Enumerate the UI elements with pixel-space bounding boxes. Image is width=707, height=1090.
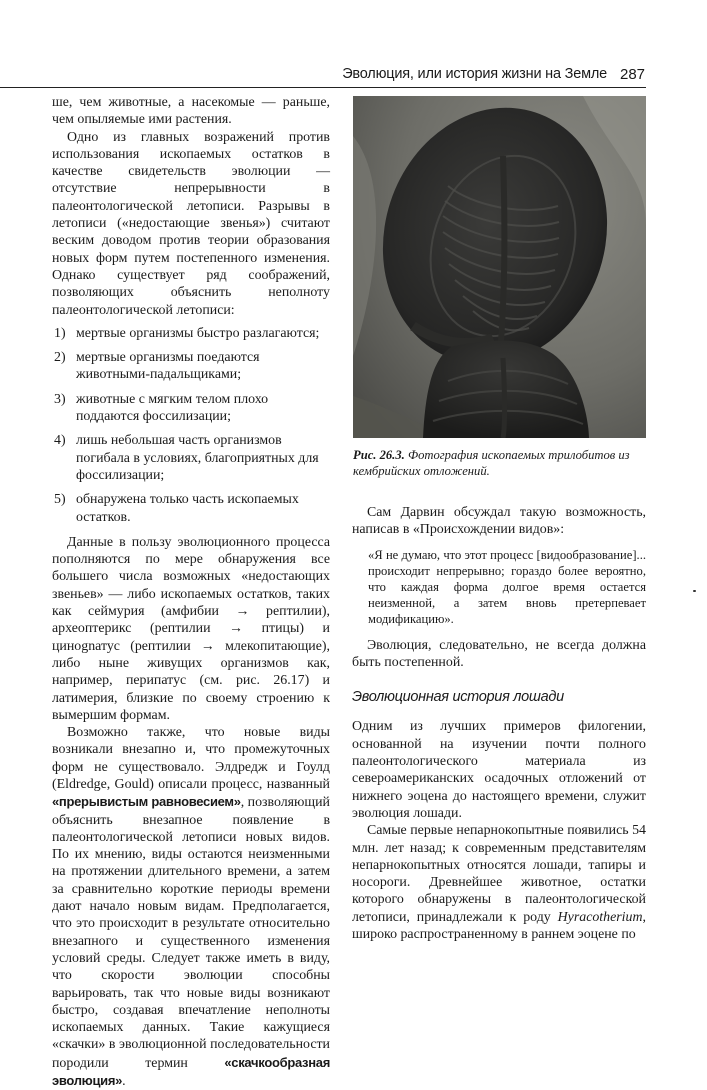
paragraph-horse-phylogeny: Одним из лучших примеров филогении, основанной на изучении почти полного палеонтологического материала из североамериканских осадочных отложений от нижнего эоцена до настоящего времени, служит эволюция лошади. (352, 719, 646, 821)
reasons-list (52, 325, 330, 526)
page-number: 287 (620, 66, 646, 83)
term-saltatory-evolution: «скачкообразная эволюция» (52, 1054, 330, 1089)
trilobite-fossil-photo (353, 96, 646, 438)
figure-caption-text: Фотография ископаемых трилобитов из кембрийских отложений. (353, 448, 630, 478)
right-column (352, 504, 646, 943)
figure-caption (353, 448, 646, 479)
section-heading-horse: Эволюционная история лошади (352, 689, 564, 706)
left-column (52, 94, 330, 1090)
paragraph-objections: Одно из главных возражений против использования ископаемых остатков в качестве свидетельств эволюции — отсутствие непрерывности в палеонтологической летописи. Разрывы в летописи («недостающие звенья») считают веским доводом против теории образования новых форм путем постепенного изменения. Однако существует ряд соображений, позволяющих объяснить неполноту палеонтологической летописи: (52, 129, 330, 318)
term-punctuated-equilibrium: «прерывистым равновесием» (52, 794, 241, 810)
darwin-quote: «Я не думаю, что этот процесс [видообразование]... происходит непрерывно; гораздо более вероятно, что каждая форма долгое время остается неизменной, а затем вновь претерпевает модификацию». (368, 547, 646, 626)
list-item: 2) мертвые организмы поедаются животными-падальщиками; (54, 350, 260, 383)
running-title: Эволюция, или история жизни на Земле (342, 66, 607, 82)
paragraph-missing-links: Данные в пользу эволюционного процесса пополняются по мере обнаружения все большего числа возможных «недостающих звеньев» — либо ископаемых остатков, таких как сеймурия (амфибии → рептилии), археоптерикс (рептилии → птицы) и цинognатус (рептилии → млекопитающие), либо ныне живущих организмов как, например, перипатус (см. рис. 26.17) и латимерия, близкие по своему строению к вымершим формам. (52, 534, 330, 723)
list-item: 1) мертвые организмы быстро разлагаются; (54, 325, 320, 341)
genus-hyracotherium: Hyracotherium (557, 909, 643, 925)
running-header (0, 60, 707, 88)
list-item: 5) обнаружена только часть ископаемых остатков. (54, 492, 299, 525)
header-rule (0, 87, 646, 88)
margin-mark (693, 590, 696, 592)
paragraph-punctuated-equilibrium: Возможно также, что новые виды возникали внезапно и, что промежуточных форм не существовало. Элдредж и Гоулд (Eldredge, Gould) описали процесс, названный «прерывистым равновесием», позволяющий объяснить внезапное появление в палеонтологической летописи новых видов. По их мнению, виды остаются неизменными на протяжении длительного времени, а затем за сравнительно короткие периоды времени дают начало новым видам. Предполагается, что это происходит в результате относительно внезапного и существенного изменения условий среды. Следует также иметь в виду, что скорости эволюции способны варьировать, так что новые виды возникают быстро, создавая впечатление неполноты ископаемых данных. Такие кажущиеся «скачки» в эволюционной последовательности породили термин «скачкообразная эволюция». (52, 725, 330, 1090)
figure-label: Рис. 26.3. (353, 448, 405, 462)
list-item: 3) животные с мягким телом плохо поддаются фоссилизации; (54, 391, 269, 425)
paragraph-perissodactyls: Самые первые непарнокопытные появились 54 млн. лет назад; к современным представителям непарнокопытных относятся лошади, тапиры и носороги. Древнейшее животное, остатки которого обнаружены в палеонтологической летописи, принадлежали к роду Hyracotherium, широко распространенному в раннем эоцене по (352, 823, 646, 943)
paragraph-darwin: Сам Дарвин обсуждал такую возможность, написав в «Происхождении видов»: (352, 505, 646, 538)
paragraph-not-gradual: Эволюция, следовательно, не всегда должна быть постепенной. (352, 637, 646, 670)
list-item: 4) лишь небольшая часть организмов погибала в условиях, благоприятных для фоссилизации; (54, 433, 319, 483)
paragraph-continued: ше, чем животные, а насекомые — раньше, чем опыляемые ими растения. (52, 95, 330, 128)
